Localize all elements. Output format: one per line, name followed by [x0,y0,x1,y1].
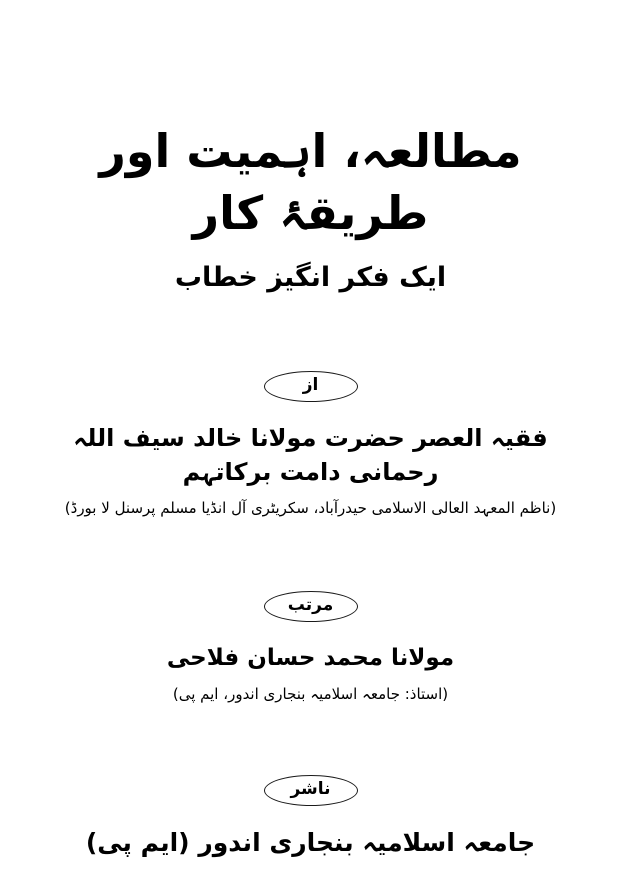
page-subtitle: ایک فکر انگیز خطاب [174,262,447,294]
compiler-label-badge: مرتب [264,591,358,622]
compiler-section [0,591,621,704]
publisher-label-badge: ناشر [264,775,358,806]
author-section [0,371,621,519]
compiler-name: مولانا محمد حسان فلاحی [166,645,455,672]
publisher-section [0,775,621,857]
author-name: فقیہ العصر حضرت مولانا خالد سیف اللہ رحمانی دامت برکاتہم [73,424,548,486]
title-block [0,120,621,293]
author-label-badge: از [264,371,358,402]
page-title: مطالعہ، اہمیت اور طریقۂ کار [99,124,522,241]
compiler-designation: (استاذ: جامعہ اسلامیہ بنجاری اندور، ایم پی) [172,684,449,703]
author-designation: (ناظم المعہد العالی الاسلامی حیدرآباد، سکریٹری آل انڈیا مسلم پرسنل لا بورڈ) [64,499,557,518]
publisher-name: جامعہ اسلامیہ بنجاری اندور (ایم پی) [85,827,536,857]
